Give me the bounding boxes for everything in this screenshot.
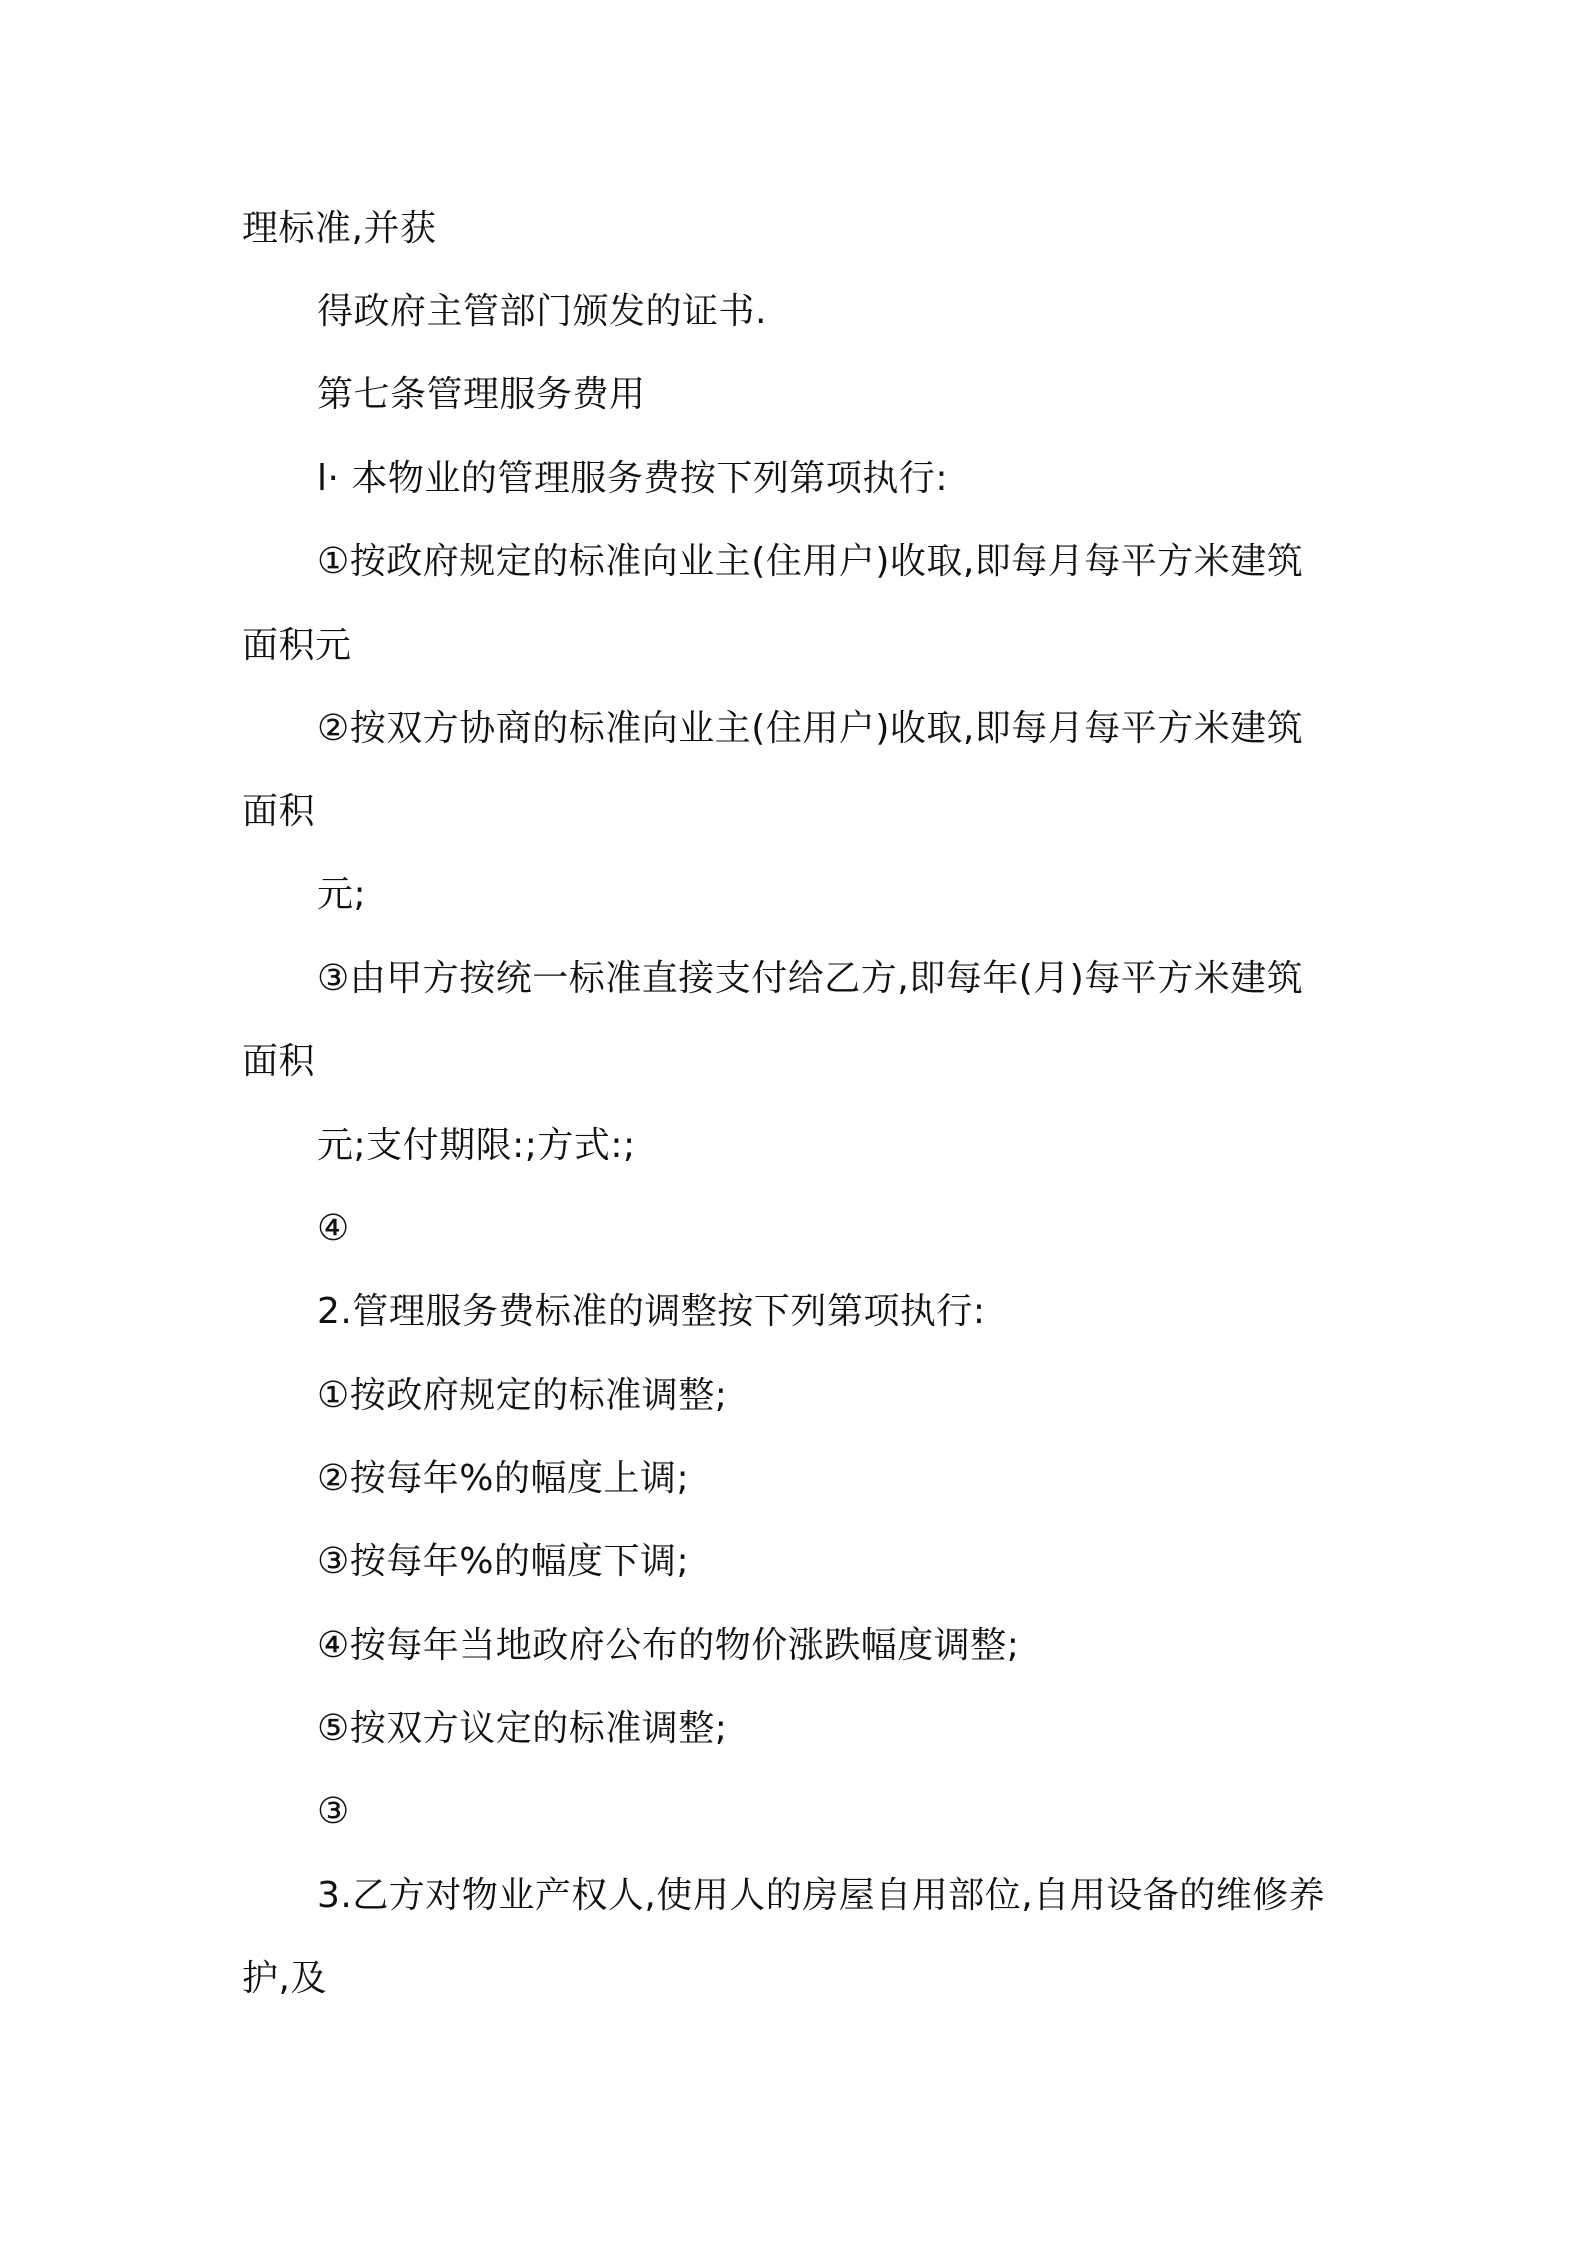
text-line: 面积 bbox=[242, 791, 316, 832]
text-line: ②按双方协商的标准向业主(住用户)收取,即每月每平方米建筑 bbox=[317, 708, 1304, 749]
text-line: 3.乙方对物业产权人,使用人的房屋自用部位,自用设备的维修养 bbox=[317, 1875, 1326, 1916]
text-line: 理标准,并获 bbox=[242, 208, 437, 249]
text-line: 2.管理服务费标准的调整按下列第项执行: bbox=[317, 1291, 986, 1332]
text-line: ⑤按双方议定的标准调整; bbox=[317, 1708, 728, 1749]
text-line: l· 本物业的管理服务费按下列第项执行: bbox=[317, 458, 949, 499]
text-line: ③由甲方按统一标准直接支付给乙方,即每年(月)每平方米建筑 bbox=[317, 958, 1304, 999]
text-line: 面积元 bbox=[242, 625, 352, 666]
section-heading: 第七条管理服务费用 bbox=[317, 374, 646, 415]
text-line: ①按政府规定的标准向业主(住用户)收取,即每月每平方米建筑 bbox=[317, 541, 1304, 582]
text-line: ③ bbox=[317, 1791, 350, 1832]
text-line: ③按每年%的幅度下调; bbox=[317, 1541, 690, 1582]
text-line: ①按政府规定的标准调整; bbox=[317, 1375, 728, 1416]
text-line: 元; bbox=[317, 874, 367, 915]
text-line: ②按每年%的幅度上调; bbox=[317, 1458, 690, 1499]
text-line: 得政府主管部门颁发的证书. bbox=[317, 291, 767, 332]
text-line: 元;支付期限:;方式:; bbox=[317, 1125, 636, 1166]
text-line: ④按每年当地政府公布的物价涨跌幅度调整; bbox=[317, 1625, 1020, 1666]
text-line: 护,及 bbox=[242, 1958, 327, 1999]
text-line: 面积 bbox=[242, 1041, 316, 1082]
text-line: ④ bbox=[317, 1208, 350, 1249]
